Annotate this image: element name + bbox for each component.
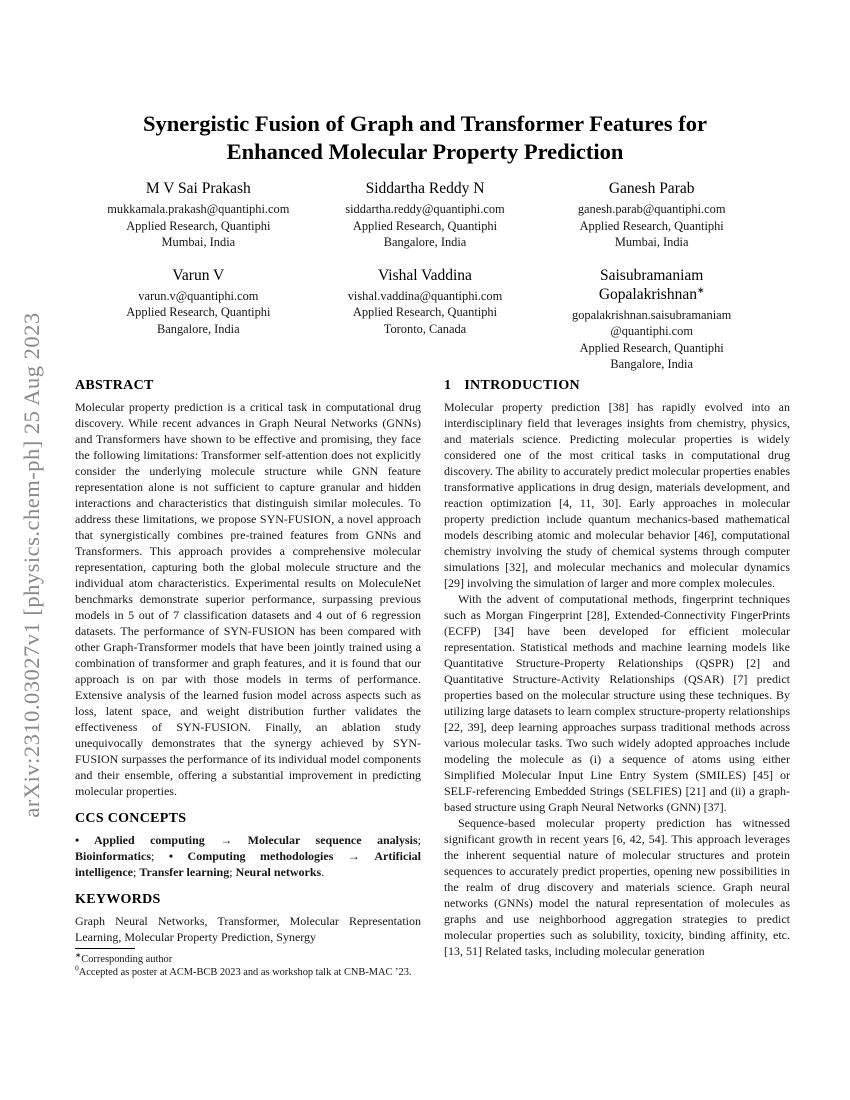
author-6: [538, 266, 765, 373]
footnote-marker: ∗: [75, 950, 82, 960]
author-affiliation: Applied Research, Quantiphi: [579, 340, 724, 355]
section-title: INTRODUCTION: [464, 378, 580, 393]
footnote-rule: [75, 948, 135, 949]
author-affiliation: Applied Research, Quantiphi: [352, 218, 498, 233]
author-2: [312, 179, 539, 251]
author-email: ganesh.parab@quantiphi.com: [577, 202, 726, 216]
author-email: vishal.vaddina@quantiphi.com: [347, 288, 503, 303]
author-affiliation: Applied Research, Quantiphi: [579, 218, 724, 233]
author-name: Vishal Vaddina: [378, 266, 472, 284]
arxiv-watermark: arXiv:2310.03027v1 [physics.chem-ph] 25 Aug 2023: [19, 312, 44, 818]
footnote-block: [75, 948, 421, 979]
keywords-text: Graph Neural Networks, Transformer, Molecular Representation Learning, Molecular Property Prediction, Synergy: [75, 914, 421, 944]
author-location: Mumbai, India: [161, 235, 236, 249]
ccs-concepts-text: • Applied computing → Molecular sequence analysis; Bioinformatics; • Computing methodologies → Artificial intelligence; Transfer learning; Neural networks.: [75, 833, 422, 879]
author-location: Toronto, Canada: [383, 321, 467, 336]
keywords-heading: KEYWORDS: [75, 892, 161, 907]
footnote-marker: 0: [75, 963, 79, 973]
author-email-line-2: @quantiphi.com: [610, 324, 693, 338]
author-name: M V Sai Prakash: [145, 180, 251, 197]
author-email: mukkamala.prakash@quantiphi.com: [107, 202, 290, 216]
abstract-heading: ABSTRACT: [75, 378, 154, 393]
author-affiliation: Applied Research, Quantiphi: [126, 218, 271, 233]
author-name: Varun V: [172, 266, 225, 284]
author-name: Ganesh Parab: [608, 180, 695, 197]
author-name: Siddartha Reddy N: [365, 180, 485, 197]
author-location: Bangalore, India: [610, 357, 693, 371]
author-location: Bangalore, India: [383, 235, 467, 249]
introduction-heading: [444, 378, 790, 394]
author-5: [312, 266, 539, 373]
section-number: 1: [444, 378, 452, 393]
author-affiliation: Applied Research, Quantiphi: [352, 305, 498, 319]
intro-paragraph-1: Molecular property prediction [38] has rapidly evolved into an interdisciplinary field that leverages insights from chemistry, physics, and materials science. Predicting molecular properties is widely considered one of the most critical tasks in computational drug discovery. The ability to accurately predict molecular properties enables transformative applications in drug design, materials development, and reaction optimization [4, 11, 30]. Early approaches in molecular property prediction include quantum mechanics-based mathematical models describing atomic and molecular behavior [46], computational chemistry involving the study of chemical systems through computer simulations [32], and molecular mechanics and molecular dynamics [29] involving the simulation of larger and more complex molecules.: [444, 400, 790, 590]
right-column: [444, 378, 790, 959]
ccs-concepts-heading: CCS CONCEPTS: [75, 811, 187, 826]
author-name: Saisubramaniam Gopalakrishnan∗: [598, 266, 705, 303]
corresponding-author-marker: ∗: [696, 284, 705, 295]
author-affiliation: Applied Research, Quantiphi: [126, 305, 271, 319]
author-email-line-1: gopalakrishnan.saisubramaniam: [572, 307, 732, 322]
intro-paragraph-3: Sequence-based molecular property prediction has witnessed significant growth in recent years [6, 42, 54]. This approach leverages the inherent sequential nature of molecular structures and protein sequences to accurately predict properties, opening new possibilities in the realm of drug discovery and materials science. Graph neural networks (GNNs) model the natural representation of molecules as graphs and use neighborhood aggregation strategies to predict molecular properties such as solubility, toxicity, binding affinity, etc. [13, 51] Related tasks, including molecular generation: [444, 816, 790, 958]
author-1: [85, 179, 312, 251]
paper-title-line-1: Synergistic Fusion of Graph and Transformer Features for: [143, 111, 707, 136]
author-location: Mumbai, India: [614, 235, 689, 249]
author-location: Bangalore, India: [157, 321, 240, 336]
left-column: [75, 378, 421, 945]
paper-title: [0, 110, 850, 166]
footnote-accepted: $^0$Accepted as poster at ACM-BCB 2023 and as workshop talk at CNB-MAC ’23.: [75, 963, 412, 978]
author-block: [85, 179, 765, 373]
author-email: varun.v@quantiphi.com: [138, 288, 259, 303]
intro-paragraph-2: With the advent of computational methods, fingerprint techniques such as Morgan Fingerprint [28], Extended-Connectivity FingerPrints (ECFP) [34] have been developed for efficient molecular representation. Statistical methods and machine learning models like Quantitative Structure-Property Relationships (QSPR) [2] and Quantitative Structure-Activity Relationships (QSAR) [7] predict properties based on the molecular structure using these techniques. By utilizing large datasets to learn complex structure-property relationships [22, 39], deep learning approaches surpass traditional methods across various molecular tasks. Two such widely adopted approaches include modeling the molecule as (i) a sequence of atoms using either Simplified Molecular Input Line Entry System (SMILES) [45] or SELF-referencing Embedded Strings (SELFIES) [21] and (ii) a graph-based structure using Graph Neural Networks (GNN) [37].: [444, 592, 790, 814]
paper-title-line-2: Enhanced Molecular Property Prediction: [226, 139, 624, 164]
author-email: siddartha.reddy@quantiphi.com: [345, 202, 505, 216]
author-3: [538, 179, 765, 251]
abstract-text: Molecular property prediction is a critical task in computational drug discovery. While recent advances in Graph Neural Networks (GNNs) and Transformers have shown to be effective and promising, they face the following limitations: Transformer self-attention does not explicitly consider the underlying molecule structure while GNN feature representation alone is not sufficient to capture granular and hidden interactions and characteristics that distinguish similar molecules. To address these limitations, we propose SYN-FUSION, a novel approach that synergistically combines pre-trained features from GNNs and Transformers. This approach provides a comprehensive molecular representation, capturing both the global molecule structure and the individual atom characteristics. Experimental results on MoleculeNet benchmarks demonstrate superior performance, surpassing previous models in 5 out of 7 classification datasets and 4 out of 6 regression datasets. The performance of SYN-FUSION has been compared with other Graph-Transformer models that have been jointly trained using a combination of transformer and graph features, and it is found that our approach is on par with those models in terms of performance. Extensive analysis of the learned fusion model across aspects such as loss, latent space, and weight distribution further validates the effectiveness of SYN-FUSION. Finally, an ablation study unequivocally demonstrates that the synergy achieved by SYN-FUSION surpasses the performance of its individual model components and their ensemble, offering a substantial improvement in predicting molecular properties.: [75, 400, 421, 798]
footnote-corresponding-author: ∗Corresponding author: [75, 950, 173, 965]
author-4: [85, 266, 312, 373]
